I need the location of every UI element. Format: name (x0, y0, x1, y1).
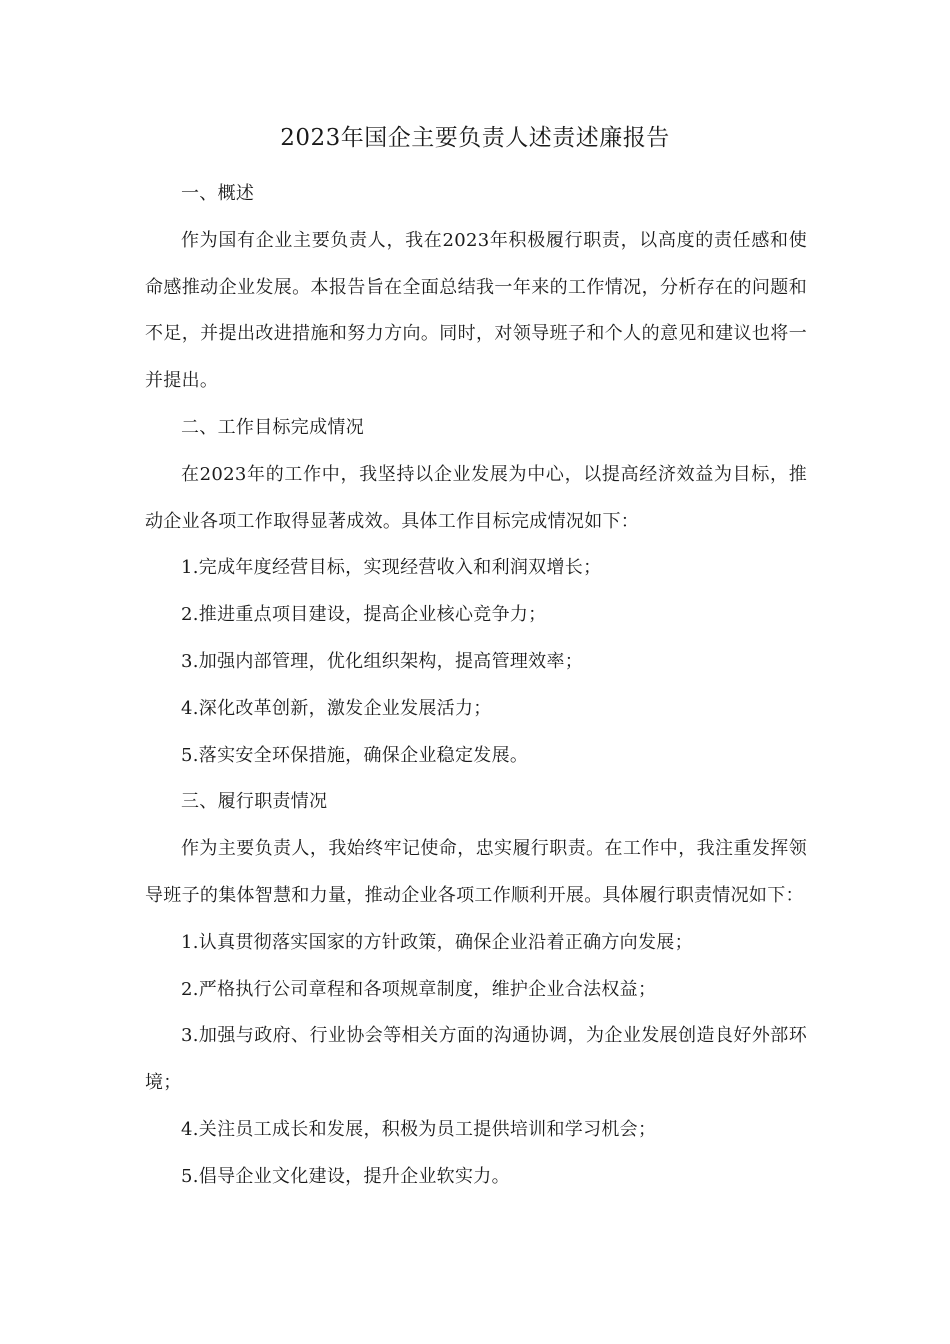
paragraph-overview: 作为国有企业主要负责人，我在2023年积极履行职责，以高度的责任感和使命感推动企业发展。本报告旨在全面总结我一年来的工作情况，分析存在的问题和不足，并提出改进措施和努力方向。同时，对领导班子和个人的意见和建议也将一并提出。 (145, 229, 807, 392)
section-heading-overview: 一、概述 (181, 183, 255, 204)
document-title: 2023年国企主要负责人述责述廉报告 (280, 125, 670, 151)
section-heading-duties: 三、履行职责情况 (181, 791, 328, 813)
list-item: 3.加强内部管理，优化组织架构，提高管理效率； (181, 650, 584, 672)
list-item: 4.深化改革创新，激发企业发展活力； (181, 697, 492, 719)
paragraph-goals-intro: 在2023年的工作中，我坚持以企业发展为中心，以提高经济效益为目标，推动企业各项工作取得显著成效。具体工作目标完成情况如下： (145, 463, 807, 532)
list-item: 2.推进重点项目建设，提高企业核心竞争力； (181, 604, 547, 626)
list-item: 5.落实安全环保措施，确保企业稳定发展。 (181, 744, 529, 766)
list-item: 2.严格执行公司章程和各项规章制度，维护企业合法权益； (181, 978, 657, 1000)
list-item: 1.完成年度经营目标，实现经营收入和利润双增长； (181, 557, 602, 579)
list-item: 5.倡导企业文化建设，提升企业软实力。 (181, 1165, 510, 1187)
list-item: 3.加强与政府、行业协会等相关方面的沟通协调，为企业发展创造良好外部环境； (145, 1025, 807, 1094)
section-heading-goals: 二、工作目标完成情况 (181, 416, 364, 438)
document-body (145, 171, 807, 1201)
list-item: 4.关注员工成长和发展，积极为员工提供培训和学习机会； (181, 1118, 657, 1140)
paragraph-duties-intro: 作为主要负责人，我始终牢记使命，忠实履行职责。在工作中，我注重发挥领导班子的集体智慧和力量，推动企业各项工作顺利开展。具体履行职责情况如下： (145, 838, 807, 906)
list-item: 1.认真贯彻落实国家的方针政策，确保企业沿着正确方向发展； (181, 931, 693, 953)
